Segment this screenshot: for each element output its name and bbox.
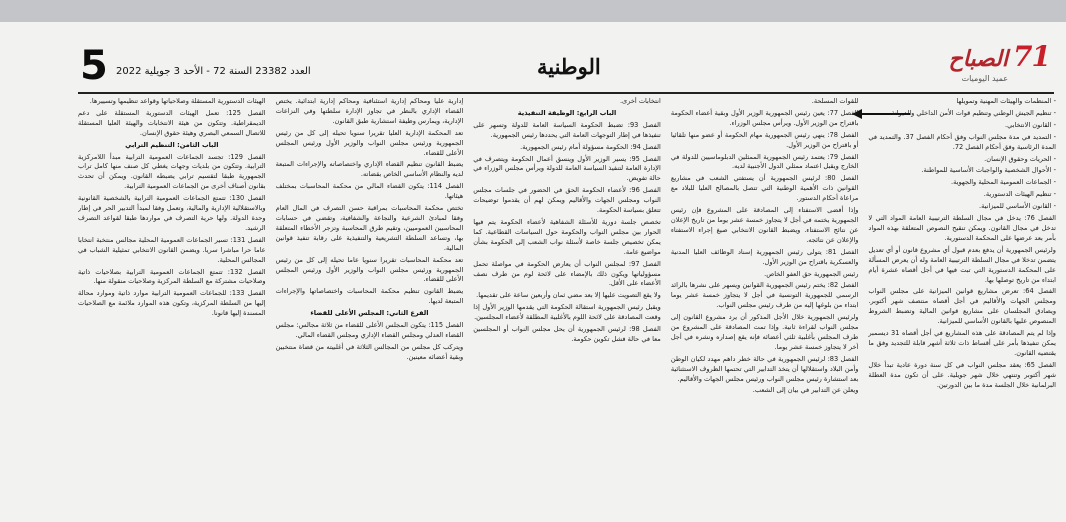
top-band — [0, 0, 1066, 22]
article-paragraph: الفصل 98: لرئيس الجمهورية أن يحل مجلس النواب أو المجلسين معا في حالة فشل تكوين حكومة. — [473, 325, 661, 343]
logo-name: الصباح — [948, 46, 1008, 72]
page-number: 5 — [80, 43, 108, 89]
article-paragraph: الفصل 80: لرئيس الجمهورية أن يستفتي الشعب في مشاريع القوانين ذات الأهمية الوطنية التي تتصل بالمصالح العليا للبلاد مع مراعاة أحكام الدستور. — [670, 174, 859, 203]
article-paragraph: ولرئيس الجمهورية أن يدفع بعدم قبول أي مشروع قانون أو أي تعديل يتضمن تدخلا في مجال السلطة الترتيبية العامة وله أن يعرض المسألة على المحكمة الدستورية التي تبت فيها في أجل أقصاه عشرة أيام ابتداء من تاريخ توصلها بها. — [868, 245, 1056, 284]
newspaper-logo — [901, 42, 1056, 90]
article-paragraph: الفصل 82: يختم رئيس الجمهورية القوانين ويسهر على نشرها بالرائد الرسمي للجمهورية التونسية في أجل لا يتجاوز خمسة عشر يوما ابتداء من بلوغها إليه من طرف رئيس مجلس النواب. — [670, 281, 859, 310]
article-column — [671, 97, 859, 522]
article-paragraph: الفصل 83: لرئيس الجمهورية في حالة خطر داهم مهدد لكيان الوطن وأمن البلاد واستقلالها أن يتخذ التدابير التي تحتمها الظروف الاستثنائية بعد استشارة رئيس مجلس النواب ورئيس مجلس الجهات والأقاليم. — [670, 354, 859, 383]
header-rule — [78, 92, 1054, 94]
article-paragraph: ويقبل رئيس الجمهورية استقالة الحكومة التي يقدمها الوزير الأول إذا وقعت المصادقة على لائحة اللوم بالأغلبية المطلقة لأعضاء المجلسين. — [473, 303, 661, 322]
article-paragraph: تعد محكمة المحاسبات تقريرا سنويا عاما تحيله إلى كل من رئيس الجمهورية ورئيس مجلس النواب والوزير الأول ورئيس المجلس الأعلى للقضاء. — [275, 255, 464, 284]
logo-number: 71 — [1013, 40, 1050, 73]
article-columns — [78, 97, 1056, 522]
article-paragraph: ويتركب كل مجلس من المجالس الثلاثة في أغلبيته من قضاة منتخبين وبقية أعضائه معينين. — [275, 342, 464, 361]
article-paragraph: الفصل 65: يعقد مجلس النواب في كل سنة دورة عادية تبدأ خلال شهر أكتوبر وتنتهي خلال شهر جويلية. على أن تكون مدة العطلة البرلمانية خلال الجلسة مدة ما بين الدورتين. — [868, 360, 1056, 389]
article-paragraph: الباب الثامن: التنظيم الترابي — [125, 140, 219, 149]
page-header — [72, 40, 1056, 100]
article-paragraph: الفصل 95: يسير الوزير الأول وينسق أعمال الحكومة ويتصرف في الإدارة العامة لتنفيذ السياسة العامة للدولة ويرأس مجلس الوزراء في حالة تفويض. — [473, 154, 661, 183]
article-column — [276, 97, 464, 522]
article-paragraph: ويعلن عن التدابير في بيان إلى الشعب. — [752, 386, 859, 395]
article-paragraph: الباب الرابع: الوظيفة التنفيذية — [517, 108, 617, 117]
article-paragraph: تخصص جلسة دورية للأسئلة الشفاهية لأعضاء الحكومة يتم فيها الحوار بين مجلس النواب والحكومة حول السياسات القطاعية. كما يمكن تخصيص جلسة خاصة لأسئلة نواب الشعب إلى الحكومة بشأن مواضيع عامة. — [473, 217, 661, 256]
issue-line: العدد 23382 السنة 72 - الأحد 3 جويلية 2022 — [116, 66, 311, 77]
article-paragraph: الفصل 81: يتولى رئيس الجمهورية إسناد الوظائف العليا المدنية والعسكرية باقتراح من الوزير الأول. — [670, 247, 859, 266]
article-paragraph: - الجماعات العمومية المحلية والجهوية. — [951, 178, 1056, 187]
article-paragraph: الفصل 94: الحكومة مسؤولة أمام رئيس الجمهورية. — [520, 142, 661, 151]
article-column — [473, 97, 661, 522]
article-column — [868, 97, 1056, 522]
article-paragraph: - الأحوال الشخصية والواجبات الأساسية للمواطنة. — [921, 166, 1056, 175]
article-paragraph: الفصل 93: تضبط الحكومة السياسة العامة للدولة وتسهر على تنفيذها في إطار التوجهات العامة التي يحددها رئيس الجمهورية. — [473, 120, 661, 139]
article-paragraph: رئيس الجمهورية حق العفو الخاص. — [764, 269, 859, 278]
article-paragraph: الفصل 133: للجماعات العمومية الترابية موارد ذاتية وموارد محالة إليها من السلطة المركزية، وتكون هذه الموارد ملائمة مع الصلاحيات المسندة إليها قانونا. — [78, 289, 266, 318]
article-paragraph: للقوات المسلحة. — [811, 97, 859, 105]
article-paragraph: الفصل 115: يتكون المجلس الأعلى للقضاء من ثلاثة مجالس: مجلس القضاء العدلي ومجلس القضاء الإداري ومجلس القضاء المالي. — [275, 321, 464, 339]
article-paragraph: الفصل 64: تعرض مشاريع قوانين الميزانية على مجلس النواب ومجلس الجهات والأقاليم في أجل أقصاه منتصف شهر أكتوبر. ويصادق المجلسان على مشاريع قوانين المالية وتضبط الشروط المنصوص عليها بالقانون الأساسي للميزانية. — [868, 287, 1056, 326]
article-paragraph: الفصل 114: يتكون القضاء المالي من محكمة المحاسبات بمختلف هيئاتها. — [275, 182, 464, 201]
article-paragraph: الفصل 130: تتمتع الجماعات العمومية الترابية بالشخصية القانونية وبالاستقلالية الإدارية والمالية، وتعمل وفقا لمبدأ التدبير الحر في إطار وحدة الدولة. ولها حرية التصرف في مواردها طبقا لقواعد التصرف الرشيد. — [78, 194, 266, 232]
article-paragraph: الهيئات الدستورية المستقلة وصلاحياتها وقواعد تنظيمها وتسييرها. — [89, 97, 266, 105]
article-paragraph: انتخابات أخرى. — [619, 97, 661, 105]
article-paragraph: إدارية عليا ومحاكم إدارية استئنافية ومحاكم إدارية ابتدائية. يختص القضاء الإداري بالنظر في تجاوز الإدارة سلطتها وفي النزاعات الإدارية، ويمارس وظيفة استشارية طبق القانون. — [275, 97, 464, 125]
article-paragraph: الفصل 76: يدخل في مجال السلطة الترتيبية العامة المواد التي لا تدخل في مجال القانون. ويمكن تنقيح النصوص المتعلقة بهذه المواد بأمر بعد عرضها على المحكمة الدستورية. — [868, 214, 1056, 242]
logo-tagline: عميد اليوميات — [961, 74, 1008, 83]
article-paragraph: - تنظيم الجيش الوطني وتنظيم قوات الأمن الداخلي والديوانة. — [889, 108, 1056, 117]
article-paragraph: وإذا لم يتم المصادقة على هذه المشاريع في أجل أقصاه 31 ديسمبر يمكن تنفيذها بأمر على أقساط ذات ثلاثة أشهر قابلة للتجديد وفق ما يقتضيه القانون. — [868, 329, 1056, 357]
article-paragraph: الفصل 129: تجسد الجماعات العمومية الترابية مبدأ اللامركزية الترابية. وتتكون من بلديات وجهات يغطي كل صنف منها كامل تراب الجمهورية طبقا لتقسيم ترابي يضبطه القانون. ويمكن أن تحدث بقانون أصناف أخرى من الجماعات العمومية الترابية. — [78, 152, 266, 191]
section-title: الوطنية — [537, 54, 601, 79]
article-paragraph: الفصل 125: تعمل الهيئات الدستورية المستقلة على دعم الديمقراطية. وتتكون من هيئة الانتخابات والهيئة العليا المستقلة للاتصال السمعي البصري وهيئة حقوق الإنسان. — [78, 108, 266, 137]
article-paragraph: تعد المحكمة الإدارية العليا تقريرا سنويا تحيله إلى كل من رئيس الجمهورية ورئيس مجلس النواب والوزير الأول ورئيس المجلس الأعلى للقضاء. — [275, 128, 464, 157]
article-paragraph: تختص محكمة المحاسبات بمراقبة حسن التصرف في المال العام وفقا لمبادئ الشرعية والنجاعة والشفافية، وتقضي في حسابات المحاسبين العموميين، وتقيم طرق المحاسبة وتزجر الأخطاء المتعلقة بها، وتساعد السلطة التشريعية والتنفيذية على رقابة تنفيذ قوانين المالية. — [275, 204, 464, 252]
article-paragraph: ولرئيس الجمهورية خلال الأجل المذكور أن يرد مشروع القانون إلى مجلس النواب لقراءة ثانية. وإذا تمت المصادقة على المشروع من طرف المجلس بأغلبية ثلثي أعضائه فإنه يقع إصداره ونشره في أجل آخر لا يتجاوز خمسة عشر يوما. — [670, 313, 859, 351]
article-paragraph: - المنظمات والهيئات المهنية وتمويلها — [956, 97, 1056, 105]
article-paragraph: الفصل 96: لأعضاء الحكومة الحق في الحضور في جلسات مجلس النواب ومجلس الجهات والأقاليم ويمكن لهم أن يقدموا توضيحات تتعلق بسياسة الحكومة. — [473, 186, 661, 215]
article-paragraph: يضبط القانون تنظيم القضاء الإداري واختصاصاته والإجراءات المتبعة لديه والنظام الأساسي الخاص بقضاته. — [275, 160, 464, 179]
article-paragraph: - التمديد في مدة مجلس النواب وفق أحكام الفصل 37. والتمديد في المدة الرئاسية وفق أحكام الفصل 72. — [868, 132, 1056, 151]
article-paragraph: الفصل 78: ينهي رئيس الجمهورية مهام الحكومة أو عضو منها تلقائيا أو باقتراح من الوزير الأول. — [670, 130, 859, 149]
article-paragraph: يضبط القانون تنظيم محكمة المحاسبات واختصاصاتها والإجراءات المتبعة لديها. — [275, 287, 464, 306]
article-paragraph: - الحريات وحقوق الإنسان. — [984, 154, 1056, 163]
article-paragraph: الفصل 77: يعين رئيس الجمهورية الوزير الأول وبقية أعضاء الحكومة باقتراح من الوزير الأول. ويرأس مجلس الوزراء. — [670, 108, 859, 127]
article-paragraph: الفصل 132: تتمتع الجماعات العمومية الترابية بصلاحيات ذاتية وصلاحيات مشتركة مع السلطة المركزية وصلاحيات منقولة منها. — [78, 267, 266, 286]
article-paragraph: - القانون الانتخابي. — [1005, 120, 1056, 129]
article-paragraph: - تنظيم الهيئات الدستورية. — [983, 190, 1056, 199]
article-paragraph: الفصل 97: لمجلس النواب أن يعارض الحكومة في مواصلة تحمل مسؤولياتها ويكون ذلك بالإمضاء على لائحة لوم من طرف نصف الأعضاء على الأقل. — [473, 259, 661, 288]
article-paragraph: الفصل 131: تسير الجماعات العمومية المحلية مجالس منتخبة انتخابا عاما حرا مباشرا سريا. ويضمن القانون الانتخابي تمثيلية الشباب في المجالس المحلية. — [78, 235, 266, 264]
article-paragraph: وإذا أفضى الاستفتاء إلى المصادقة على المشروع فإن رئيس الجمهورية يختمه في أجل لا يتجاوز خمسة عشر يوما من تاريخ الإعلان عن نتائج الاستفتاء. ويضبط القانون الانتخابي صيغ إجراء الاستفتاء والإعلان عن نتائجه. — [670, 206, 859, 244]
article-paragraph: الفصل 79: يعتمد رئيس الجمهورية الممثلين الدبلوماسيين للدولة في الخارج ويقبل اعتماد ممثلي الدول الأجنبية لديه. — [670, 152, 859, 171]
article-paragraph: ولا يقع التصويت عليها إلا بعد مضي ثمان وأربعين ساعة على تقديمها. — [476, 291, 661, 300]
article-column — [78, 97, 266, 522]
article-paragraph: الفرع الثاني: المجلس الأعلى للقضاء — [310, 309, 429, 318]
article-paragraph: - القانون الأساسي للميزانية. — [978, 202, 1056, 211]
